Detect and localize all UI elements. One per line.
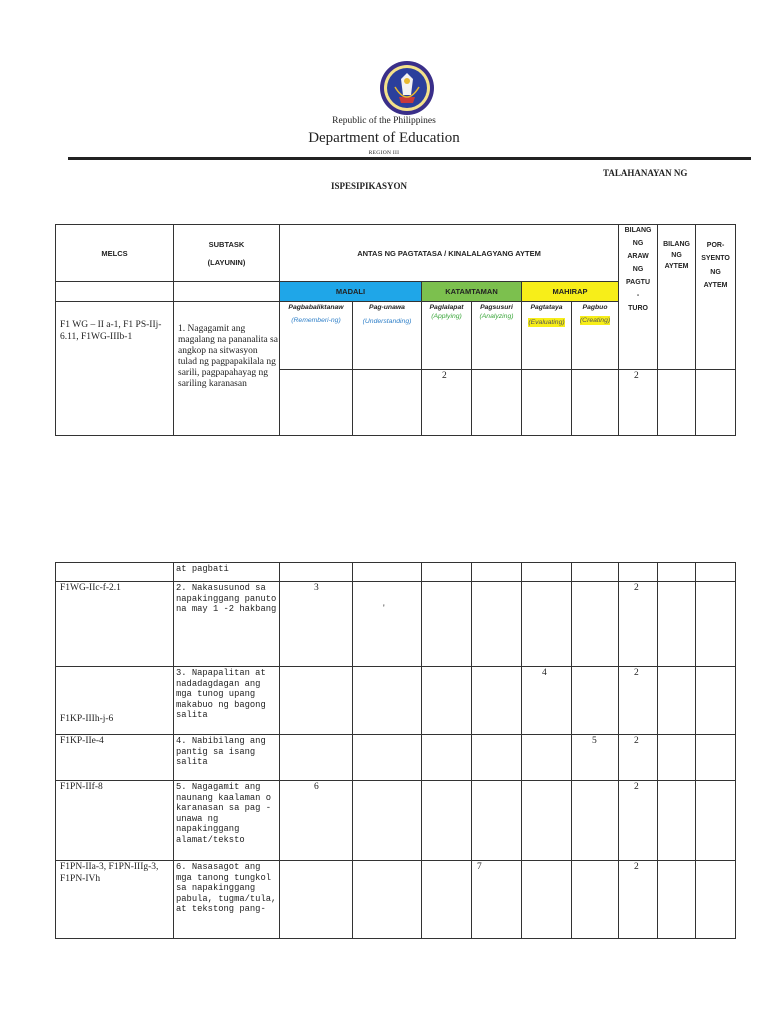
r2-pagbabaliktanaw: 3	[280, 582, 353, 667]
pors-w4: AYTEM	[703, 281, 728, 289]
level-en-6: (Creating)	[579, 317, 611, 325]
araw-w1: BILANG	[624, 227, 652, 234]
subtask-cell-5: 5. Nagagamit ang naunang kaalaman o karanasan sa pag -unawa ng napakinggang alamat/teksto	[174, 781, 280, 861]
header-antas: ANTAS NG PAGTATASA / KINALALAGYANG AYTEM	[280, 225, 619, 282]
subtask-cell-6: 6. Nasasagot ang mga tanong tungkol sa napakinggang pabula, tugma/tula, at tekstong pang-	[174, 861, 280, 939]
araw-w7: TURO	[628, 304, 648, 312]
r3-pagtataya: 4	[522, 667, 572, 735]
r1-pagbuo	[572, 370, 619, 436]
r4-araw: 2	[619, 735, 658, 781]
level-en-3: (Applying)	[431, 313, 462, 321]
subtask-cell-4: 4. Nabibilang ang pantig sa isang salita	[174, 735, 280, 781]
r5-pagbabaliktanaw: 6	[280, 781, 353, 861]
republic-line: Republic of the Philippines	[332, 116, 436, 126]
region-label: REGION III	[368, 150, 400, 156]
r1-porsyento	[696, 370, 736, 436]
r3-araw: 2	[619, 667, 658, 735]
aytem-w2: NG	[671, 252, 682, 260]
r1-araw: 2	[619, 370, 658, 436]
level-name-6: Pagbuo	[582, 304, 608, 311]
r6-araw: 2	[619, 861, 658, 939]
header-subtask-line1: SUBTASK	[208, 239, 245, 249]
header-rule	[68, 157, 751, 160]
c0-melcs	[56, 563, 174, 582]
level-pagtataya	[522, 302, 572, 370]
melcs-cell-2: F1WG-IIc-f-2.1	[56, 582, 174, 667]
doc-title-left: ISPESIPIKASYON	[331, 181, 408, 191]
r5-araw: 2	[619, 781, 658, 861]
level-name-2: Pag-unawa	[369, 304, 405, 311]
header-melcs: MELCS	[56, 225, 174, 282]
department-title: Department of Education	[308, 130, 460, 146]
level-name-4: Pagsusuri	[480, 304, 513, 311]
header-porsyento	[696, 225, 736, 370]
level-pagbuo	[572, 302, 619, 370]
r4-pagbuo: 5	[572, 735, 619, 781]
araw-w3: ARAW	[627, 252, 649, 260]
r1-pagtataya	[522, 370, 572, 436]
r1-paglalapat: 2	[422, 370, 472, 436]
tos-table-page1	[55, 224, 736, 436]
subtask-cell-3: 3. Napapalitan at nadadagdagan ang mga tunog upang makabuo ng bagong salita	[174, 667, 280, 735]
r1-aytem	[658, 370, 696, 436]
deped-seal-logo	[377, 59, 437, 117]
level-name-1: Pagbabaliktanaw	[288, 304, 344, 311]
subtask-cell-2: 2. Nakasusunod sa napakinggang panuto na may 1 -2 hakbang	[174, 582, 280, 667]
level-en-2: (Understanding)	[362, 318, 412, 326]
aytem-w3: AYTEM	[664, 263, 689, 271]
r1-pagsusuri	[472, 370, 522, 436]
r6-pagsusuri: 7	[472, 861, 522, 939]
header-subtask	[174, 225, 280, 282]
level-en-1: (Rememberi-ng)	[291, 317, 341, 325]
araw-w2: NG	[632, 239, 644, 247]
band-madali: MADALI	[280, 282, 422, 302]
pors-w1: POR-	[706, 242, 725, 249]
blank-melcs-band	[56, 282, 174, 302]
r2-araw: 2	[619, 582, 658, 667]
melcs-cell-5: F1PN-IIf-8	[56, 781, 174, 861]
band-katamtaman: KATAMTAMAN	[422, 282, 522, 302]
araw-w5: PAGTU	[626, 278, 651, 286]
araw-w6: -	[636, 291, 640, 299]
r1-pag-unawa	[353, 370, 422, 436]
subtask-cell-1: 1. Nagagamit ang magalang na pananalita sa angkop na sitwasyon tulad ng pagpapakilala ng sarili, pagpapahayag ng sariling karanasan	[174, 302, 280, 436]
level-en-5: (Evaluating)	[528, 319, 565, 327]
pors-w2: SYENTO	[701, 255, 730, 263]
melcs-cell-1: F1 WG – II a-1, F1 PS-IIj-6.11, F1WG-IIIb-1	[56, 302, 174, 436]
melcs-cell-6: F1PN-IIa-3, F1PN-IIIg-3, F1PN-IVh	[56, 861, 174, 939]
melcs-cell-3: F1KP-IIIh-j-6	[56, 667, 174, 735]
pors-w3: NG	[710, 268, 721, 276]
aytem-w1: BILANG	[663, 241, 690, 248]
level-pag-unawa	[353, 302, 422, 370]
band-mahirap: MAHIRAP	[522, 282, 619, 302]
r1-pagbabaliktanaw	[280, 370, 353, 436]
melcs-cell-4: F1KP-IIe-4	[56, 735, 174, 781]
r2-pag-unawa: '	[353, 582, 422, 667]
level-pagsusuri	[472, 302, 522, 370]
level-en-4: (Analyzing)	[479, 313, 514, 321]
level-paglalapat	[422, 302, 472, 370]
blank-subtask-band	[174, 282, 280, 302]
level-pagbabaliktanaw	[280, 302, 353, 370]
level-name-3: Paglalapat	[429, 304, 464, 311]
doc-title-right: TALAHANAYAN NG	[603, 168, 688, 178]
header-bilang-araw	[619, 225, 658, 370]
araw-w4: NG	[632, 265, 644, 273]
tos-table-page2	[55, 562, 736, 939]
c0-subtask: at pagbati	[174, 563, 280, 582]
header-subtask-line2: (LAYUNIN)	[207, 257, 246, 267]
level-name-5: Pagtataya	[530, 304, 563, 311]
header-bilang-aytem	[658, 225, 696, 370]
